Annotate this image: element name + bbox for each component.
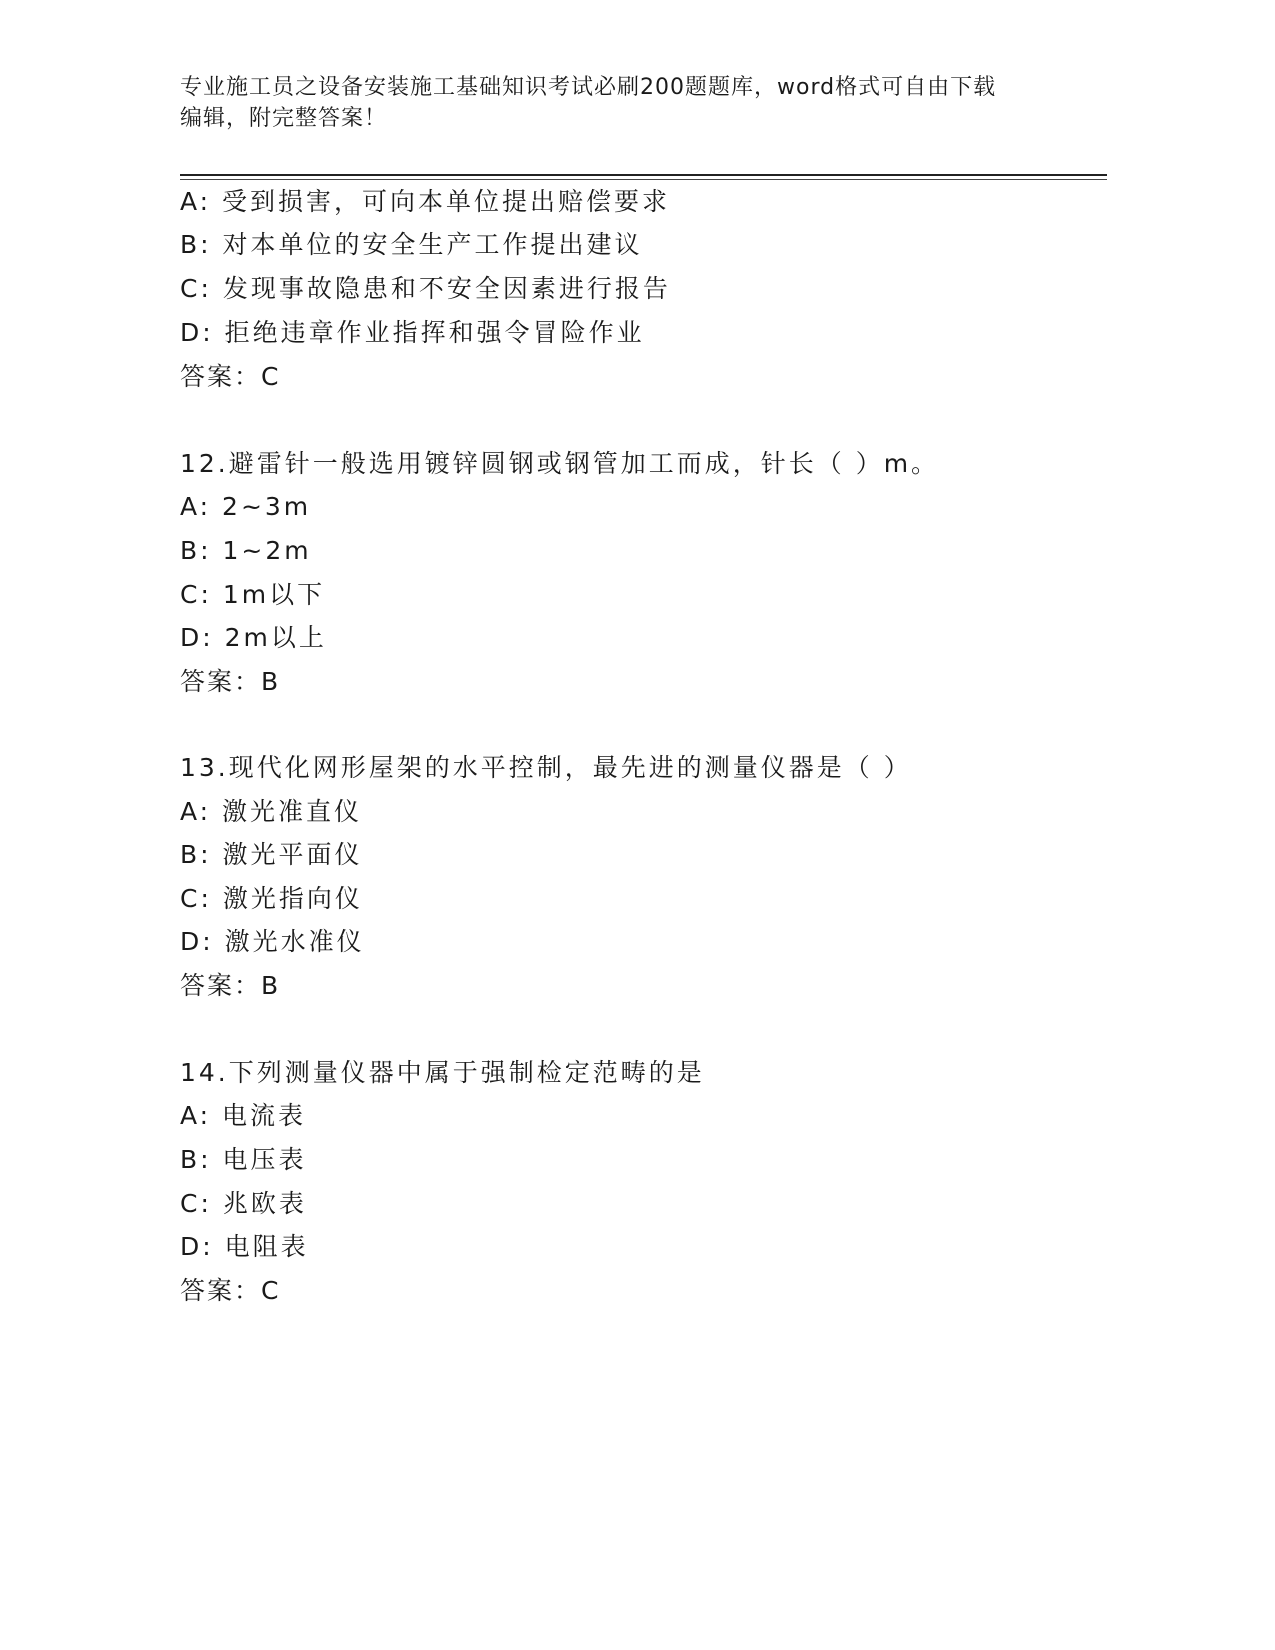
q11-answer: 答案：C [180,362,281,391]
q13-option-b: B: 激光平面仪 [180,840,363,869]
q11-option-d: D: 拒绝违章作业指挥和强令冒险作业 [180,318,645,347]
q12-answer: 答案：B [180,667,281,696]
q13-option-a: A: 激光准直仪 [180,797,363,826]
q12-question: 12.避雷针一般选用镀锌圆钢或钢管加工而成，针长（ ）m。 [180,449,940,478]
q13-answer: 答案：B [180,971,281,1000]
q12-option-b: B: 1~2m [180,536,312,565]
q14-option-c: C: 兆欧表 [180,1189,307,1218]
q14-option-d: D: 电阻表 [180,1232,309,1261]
q12-option-c: C: 1m以下 [180,580,326,609]
q13-option-d: D: 激光水准仪 [180,927,365,956]
q14-option-b: B: 电压表 [180,1145,307,1174]
header-title-line-1: 专业施工员之设备安装施工基础知识考试必刷200题题库，word格式可自由下载 [180,75,997,100]
header-title-line-2: 编辑，附完整答案！ [180,106,388,131]
header-divider-thick [180,174,1107,176]
q12-option-a: A: 2~3m [180,492,312,521]
q11-option-b: B: 对本单位的安全生产工作提出建议 [180,230,643,259]
q14-question: 14.下列测量仪器中属于强制检定范畴的是 [180,1058,705,1087]
q13-question: 13.现代化网形屋架的水平控制，最先进的测量仪器是（ ） [180,753,912,782]
q14-option-a: A: 电流表 [180,1101,307,1130]
q11-option-a: A: 受到损害，可向本单位提出赔偿要求 [180,187,671,216]
document-header [180,72,1060,134]
q12-option-d: D: 2m以上 [180,623,327,652]
q13-option-c: C: 激光指向仪 [180,884,363,913]
header-divider-thin [180,179,1107,180]
q11-option-c: C: 发现事故隐患和不安全因素进行报告 [180,274,671,303]
q14-answer: 答案：C [180,1276,281,1305]
